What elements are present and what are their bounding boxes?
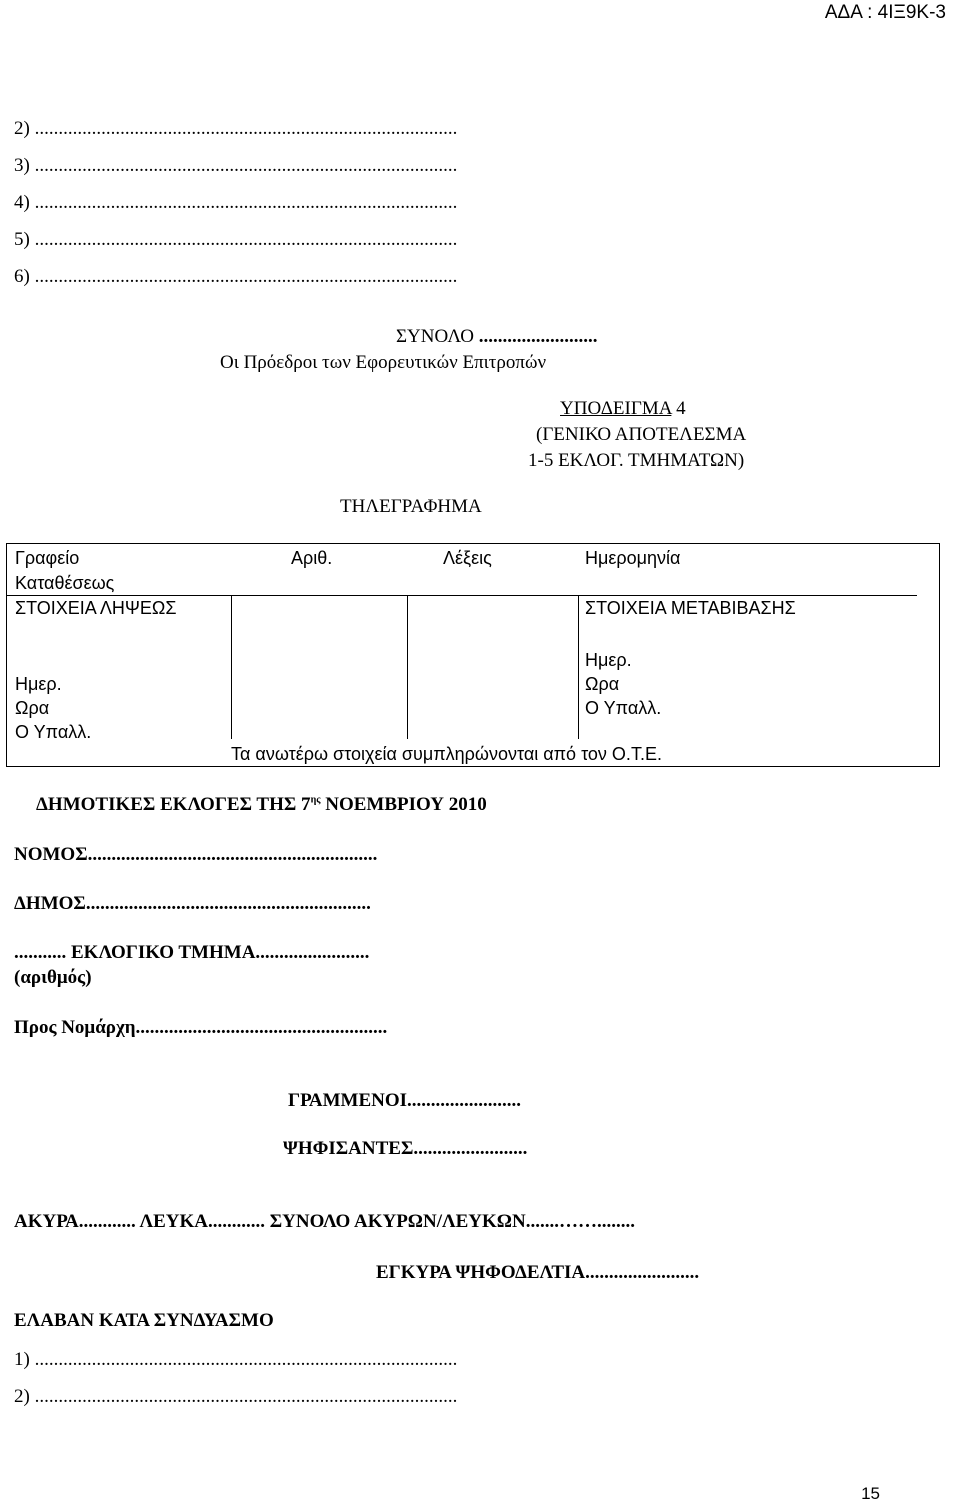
words-label: Λέξεις bbox=[443, 548, 492, 568]
number-label: Αριθ. bbox=[291, 548, 333, 568]
box-divider-right bbox=[231, 595, 917, 596]
coalition-title: ΕΛΑΒΑΝ ΚΑΤΑ ΣΥΝΔΥΑΣΜΟ bbox=[14, 1310, 274, 1331]
specimen-number: 4 bbox=[676, 398, 686, 419]
election-title-sup: ης bbox=[310, 794, 321, 806]
telegram-title: ΤΗΛΕΓΡΑΦΗΜΑ bbox=[340, 496, 482, 517]
specimen-title-word: ΥΠΟΔΕΙΓΜΑ bbox=[560, 398, 672, 419]
specimen-subtitle-1: (ΓΕΝΙΚΟ ΑΠΟΤΕΛΕΣΜΑ bbox=[536, 424, 747, 445]
telegram-box bbox=[6, 543, 940, 767]
numbered-line: 4) ......................................................................................... bbox=[14, 192, 458, 213]
box-vline-1 bbox=[231, 595, 232, 739]
box-vline-2 bbox=[407, 595, 408, 739]
box-vline-3 bbox=[578, 595, 579, 739]
presidents-signature: Οι Πρόεδροι των Εφορευτικών Επιτροπών bbox=[220, 352, 547, 373]
election-title-main: ΔΗΜΟΤΙΚΕΣ ΕΚΛΟΓΕΣ ΤΗΣ 7 bbox=[36, 794, 311, 815]
date-label: Ημερομηνία bbox=[585, 548, 681, 568]
municipality-field: ΔΗΜΟΣ............................................................ bbox=[14, 893, 371, 914]
valid-ballots-field: ΕΓΚΥΡΑ ΨΗΦΟΔΕΛΤΙΑ........................ bbox=[376, 1262, 700, 1283]
office-label-2: Καταθέσεως bbox=[15, 573, 115, 593]
receipt-data-label: ΣΤΟΙΧΕΙΑ ΛΗΨΕΩΣ bbox=[15, 598, 177, 618]
total-label: ΣΥΝΟΛΟ bbox=[396, 326, 475, 347]
transmission-time-label: Ωρα bbox=[585, 674, 620, 694]
specimen-title bbox=[560, 398, 686, 420]
numbered-line: 2) ......................................................................................... bbox=[14, 118, 458, 139]
prefecture-field: ΝΟΜΟΣ............................................................. bbox=[14, 844, 378, 865]
receipt-date-label: Ημερ. bbox=[15, 674, 62, 694]
specimen-subtitle-2: 1-5 ΕΚΛΟΓ. ΤΜΗΜΑΤΩΝ) bbox=[528, 450, 745, 471]
total-line bbox=[396, 326, 598, 348]
election-title-date: ΝΟΕΜΒΡΙΟΥ 2010 bbox=[320, 794, 487, 815]
box-divider-left bbox=[7, 595, 231, 596]
receipt-time-label: Ωρα bbox=[15, 698, 50, 718]
coalition-line: 1) ......................................................................................... bbox=[14, 1349, 458, 1370]
ada-code: ΑΔΑ : 4ΙΞ9Κ-3 bbox=[824, 2, 946, 23]
transmission-clerk-label: Ο Υπαλλ. bbox=[585, 698, 662, 718]
numbered-line: 3) ......................................................................................... bbox=[14, 155, 458, 176]
numbered-line: 6) ......................................................................................... bbox=[14, 266, 458, 287]
to-prefect-field: Προς Νομάρχη..................................................... bbox=[14, 1017, 388, 1038]
transmission-date-label: Ημερ. bbox=[585, 650, 632, 670]
election-title bbox=[36, 794, 487, 816]
office-label: Γραφείο bbox=[15, 548, 80, 568]
ote-note: Τα ανωτέρω στοιχεία συμπληρώνονται από τον Ο.Τ.Ε. bbox=[231, 744, 662, 764]
invalid-blank-line: ΑΚΥΡΑ............ ΛΕΥΚΑ............ ΣΥΝΟΛΟ ΑΚΥΡΩΝ/ΛΕΥΚΩΝ.......……........ bbox=[14, 1211, 635, 1232]
total-dots: ......................... bbox=[478, 326, 598, 347]
coalition-line: 2) ......................................................................................... bbox=[14, 1386, 458, 1407]
dept-number-note: (αριθμός) bbox=[14, 967, 92, 988]
dept-label: ΕΚΛΟΓΙΚΟ ΤΜΗΜΑ........................ bbox=[71, 942, 370, 963]
registered-field: ΓΡΑΜΜΕΝΟΙ........................ bbox=[288, 1090, 522, 1111]
dept-number-dots: ........... bbox=[14, 942, 67, 963]
voted-field: ΨΗΦΙΣΑΝΤΕΣ........................ bbox=[283, 1138, 528, 1159]
electoral-dept-field bbox=[14, 942, 369, 964]
numbered-line: 5) ......................................................................................... bbox=[14, 229, 458, 250]
page-number: 15 bbox=[861, 1484, 880, 1503]
receipt-clerk-label: Ο Υπαλλ. bbox=[15, 722, 92, 742]
transmission-data-label: ΣΤΟΙΧΕΙΑ ΜΕΤΑΒΙΒΑΣΗΣ bbox=[585, 598, 796, 618]
